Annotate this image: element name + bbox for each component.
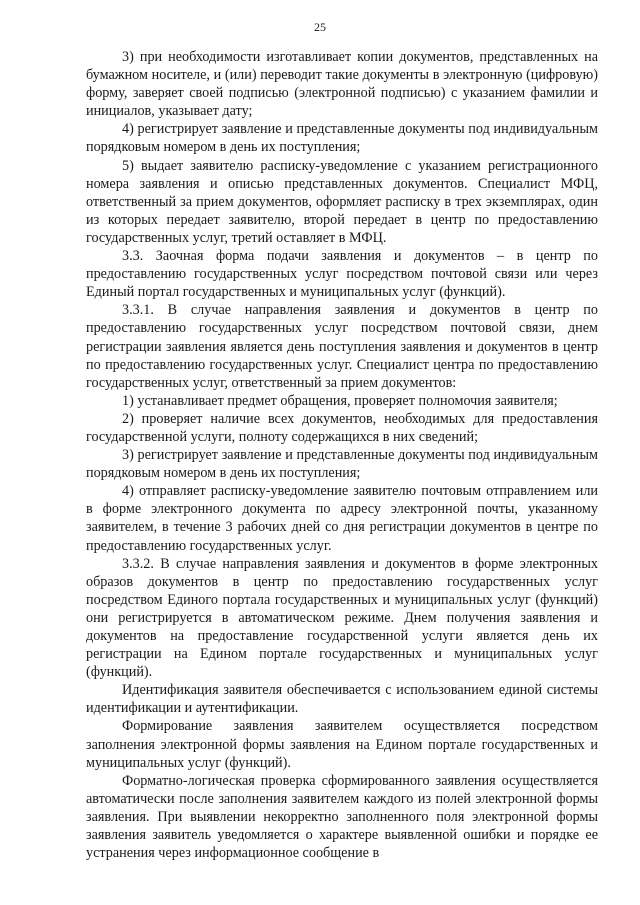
page-number: 25 <box>314 20 326 34</box>
paragraph-identification: Идентификация заявителя обеспечивается с использованием единой системы идентификации и аутентификации. <box>86 682 598 717</box>
paragraph-3-copies: 3) при необходимости изготавливает копии документов, представленных на бумажном носителе, и (или) переводит такие документы в электронную (цифровую) форму, заверяет своей подписью (электронной подписью) с указанием фамилии и инициалов, указывает дату; <box>86 49 598 120</box>
list-item-4: 4) отправляет расписку-уведомление заявителю почтовым отправлением или в форме электронного документа по адресу электронной почты, указанному заявителем, в течение 3 рабочих дней со дня регистрации документов в центре по предоставлению государственных услуг. <box>86 483 598 554</box>
paragraph-form-filling: Формирование заявления заявителем осуществляется посредством заполнения электронной формы заявления на Едином портале государственных и муниципальных услуг (функций). <box>86 718 598 771</box>
list-item-2: 2) проверяет наличие всех документов, необходимых для предоставления государственной услуги, полноту содержащихся в них сведений; <box>86 410 598 445</box>
list-item-1: 1) устанавливает предмет обращения, проверяет полномочия заявителя; <box>122 392 558 409</box>
paragraph-5-receipt: 5) выдает заявителю расписку-уведомление с указанием регистрационного номера заявления и описью представленных документов. Специалист МФЦ, ответственный за прием документов, оформляет расписку в трех экземплярах, один из которых передает заявителю, второй передает в центр по предоставлению государственных услуг, третий оставляет в МФЦ. <box>86 157 598 246</box>
paragraph-3-3: 3.3. Заочная форма подачи заявления и документов – в центр по предоставлению государственных услуг посредством почтовой связи или через Единый портал государственных и муниципальных услуг (функций). <box>86 248 598 301</box>
paragraph-format-check: Форматно-логическая проверка сформированного заявления осуществляется автоматически после заполнения заявителем каждого из полей электронной формы заявления. При выявлении некорректно заполненного поля электронной формы заявления заявитель уведомляется о характере выявленной ошибки и порядке ее устранения через информационное сообщение в <box>86 772 598 862</box>
document-body <box>86 48 598 862</box>
paragraph-4-register: 4) регистрирует заявление и представленные документы под индивидуальным порядковым номером в день их поступления; <box>86 121 598 156</box>
paragraph-3-3-1: 3.3.1. В случае направления заявления и документов в центр по предоставлению государственных услуг посредством почтовой связи, днем регистрации заявления является день поступления заявления и документов в центр по предоставлению государственных услуг. Специалист центра по предоставлению государственных услуг, ответственный за прием документов: <box>86 302 598 391</box>
list-item-3: 3) регистрирует заявление и представленные документы под индивидуальным порядковым номером в день их поступления; <box>86 447 598 482</box>
paragraph-3-3-2: 3.3.2. В случае направления заявления и документов в форме электронных образов документов в центр по предоставлению государственных услуг посредством Единого портала государственных и муниципальных услуг (функций) они регистрируется в автоматическом режиме. Днем получения заявления и документов на предоставление государственной услуги является день их регистрации на Едином портале государственных и муниципальных услуг (функций). <box>86 555 598 681</box>
